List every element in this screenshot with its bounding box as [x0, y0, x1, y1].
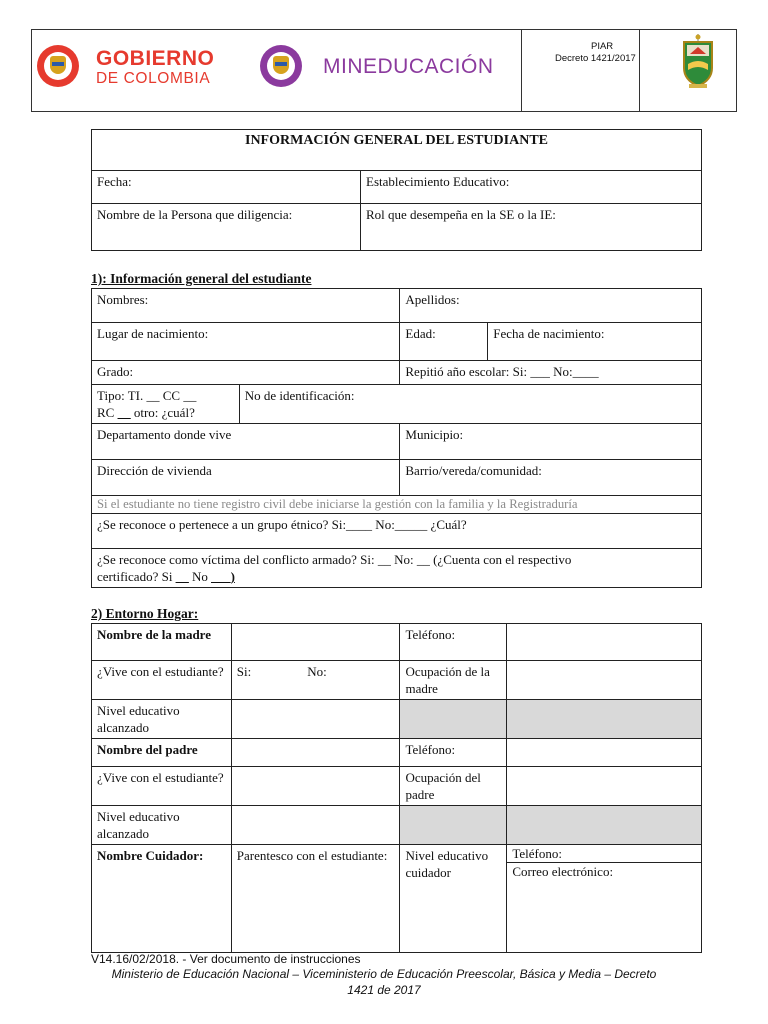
grupo-etnico-field[interactable]: ¿Se reconoce o pertenece a un grupo étnico? Si:____ No:_____ ¿Cuál?: [92, 514, 702, 549]
lugar-nacimiento-field[interactable]: Lugar de nacimiento:: [92, 323, 400, 361]
nombre-madre-label: Nombre de la madre: [92, 624, 232, 661]
persona-diligencia-field[interactable]: Nombre de la Persona que diligencia:: [92, 204, 361, 251]
no-identificacion-field[interactable]: No de identificación:: [239, 385, 701, 424]
telefono-madre-input[interactable]: [507, 624, 702, 661]
parentesco-cuidador-field[interactable]: Parentesco con el estudiante:: [231, 845, 400, 953]
version-note: V14.16/02/2018. - Ver documento de instrucciones: [91, 952, 361, 966]
departamento-field[interactable]: Departamento donde vive: [92, 424, 400, 460]
tipo-line2-a: RC: [97, 405, 118, 420]
vive-con-padre-input[interactable]: [231, 767, 400, 806]
household-table: [91, 623, 702, 953]
shaded-cell: [400, 806, 507, 845]
section2-heading: 2) Entorno Hogar:: [91, 606, 199, 621]
general-info-table: [91, 129, 702, 251]
student-info-table: [91, 288, 702, 588]
registro-civil-note: Si el estudiante no tiene registro civil debe iniciarse la gestión con la familia y la Registraduría: [92, 496, 702, 514]
mineducacion-seal-icon: [260, 45, 302, 87]
telefono-padre-label: Teléfono:: [400, 739, 507, 767]
no-option[interactable]: No:: [307, 664, 327, 679]
nivel-educativo-padre-label: Nivel educativo alcanzado: [92, 806, 232, 845]
victima-conflicto-field[interactable]: [92, 549, 702, 588]
ocupacion-padre-label: Ocupación del padre: [400, 767, 507, 806]
telefono-padre-input[interactable]: [507, 739, 702, 767]
ministerio-footer-line1: Ministerio de Educación Nacional – Viceministerio de Educación Preescolar, Básica y Media – Decreto: [111, 967, 657, 981]
header-divider: [639, 30, 640, 111]
tipo-line2-blank: __: [117, 405, 131, 420]
nivel-educativo-madre-label: Nivel educativo alcanzado: [92, 700, 232, 739]
nivel-educativo-cuidador-field[interactable]: Nivel educativo cuidador: [400, 845, 507, 953]
victima-line2-blank2: ___): [211, 569, 235, 584]
section1-heading: 1): Información general del estudiante: [91, 271, 312, 286]
nivel-educativo-padre-input[interactable]: [231, 806, 400, 845]
colombia-seal-icon: [37, 45, 79, 87]
nombre-cuidador-label: Nombre Cuidador:: [92, 845, 232, 953]
tipo-line2: [97, 404, 234, 421]
rol-field[interactable]: Rol que desempeña en la SE o la IE:: [361, 204, 702, 251]
grado-field[interactable]: Grado:: [92, 361, 400, 385]
fecha-field[interactable]: Fecha:: [92, 171, 361, 204]
contacto-cuidador-field[interactable]: [507, 845, 702, 953]
nivel-educativo-madre-input[interactable]: [231, 700, 400, 739]
edad-field[interactable]: Edad:: [400, 323, 488, 361]
victima-line2: [97, 568, 696, 585]
establecimiento-field[interactable]: Establecimiento Educativo:: [361, 171, 702, 204]
vive-con-madre-options[interactable]: [231, 661, 400, 700]
apellidos-field[interactable]: Apellidos:: [400, 289, 702, 323]
nombres-field[interactable]: Nombres:: [92, 289, 400, 323]
victima-line2-b: No: [188, 569, 212, 584]
tipo-documento-field[interactable]: [92, 385, 240, 424]
gov-logo-line1: GOBIERNO: [96, 47, 215, 70]
victima-line2-blank1: __: [175, 569, 189, 584]
nombre-madre-input[interactable]: [231, 624, 400, 661]
doc-code: PIAR: [591, 41, 614, 52]
fecha-nacimiento-field[interactable]: Fecha de nacimiento:: [488, 323, 702, 361]
min-logo-text: MINEDUCACIÓN: [323, 55, 494, 78]
victima-line2-a: certificado? Si: [97, 569, 176, 584]
header-divider: [521, 30, 522, 111]
telefono-madre-label: Teléfono:: [400, 624, 507, 661]
municipio-field[interactable]: Municipio:: [400, 424, 702, 460]
telefono-cuidador-label: Teléfono:: [507, 845, 701, 863]
barrio-field[interactable]: Barrio/vereda/comunidad:: [400, 460, 702, 496]
ocupacion-madre-input[interactable]: [507, 661, 702, 700]
nombre-padre-label: Nombre del padre: [92, 739, 232, 767]
tipo-line1: Tipo: TI. __ CC __: [97, 388, 197, 403]
vive-con-padre-label: ¿Vive con el estudiante?: [92, 767, 232, 806]
tipo-line2-b: otro: ¿cuál?: [130, 405, 195, 420]
vive-con-madre-label: ¿Vive con el estudiante?: [92, 661, 232, 700]
shaded-cell: [507, 806, 702, 845]
direccion-field[interactable]: Dirección de vivienda: [92, 460, 400, 496]
correo-cuidador-label: Correo electrónico:: [512, 864, 614, 879]
decree-label: Decreto 1421/2017: [555, 53, 636, 64]
victima-line1: ¿Se reconoce como víctima del conflicto armado? Si: __ No: __ (¿Cuenta con el respectivo: [97, 552, 572, 567]
shaded-cell: [400, 700, 507, 739]
ocupacion-padre-input[interactable]: [507, 767, 702, 806]
document-header: [31, 29, 737, 112]
shaded-cell: [507, 700, 702, 739]
ministerio-footer-line2: 1421 de 2017: [347, 983, 421, 997]
si-option[interactable]: Si:: [236, 664, 252, 679]
nombre-padre-input[interactable]: [231, 739, 400, 767]
general-info-title: INFORMACIÓN GENERAL DEL ESTUDIANTE: [92, 130, 702, 171]
ocupacion-madre-label: Ocupación de la madre: [400, 661, 507, 700]
gov-logo-line2: DE COLOMBIA: [96, 70, 211, 87]
repitio-field[interactable]: Repitió año escolar: Si: ___ No:____: [400, 361, 702, 385]
